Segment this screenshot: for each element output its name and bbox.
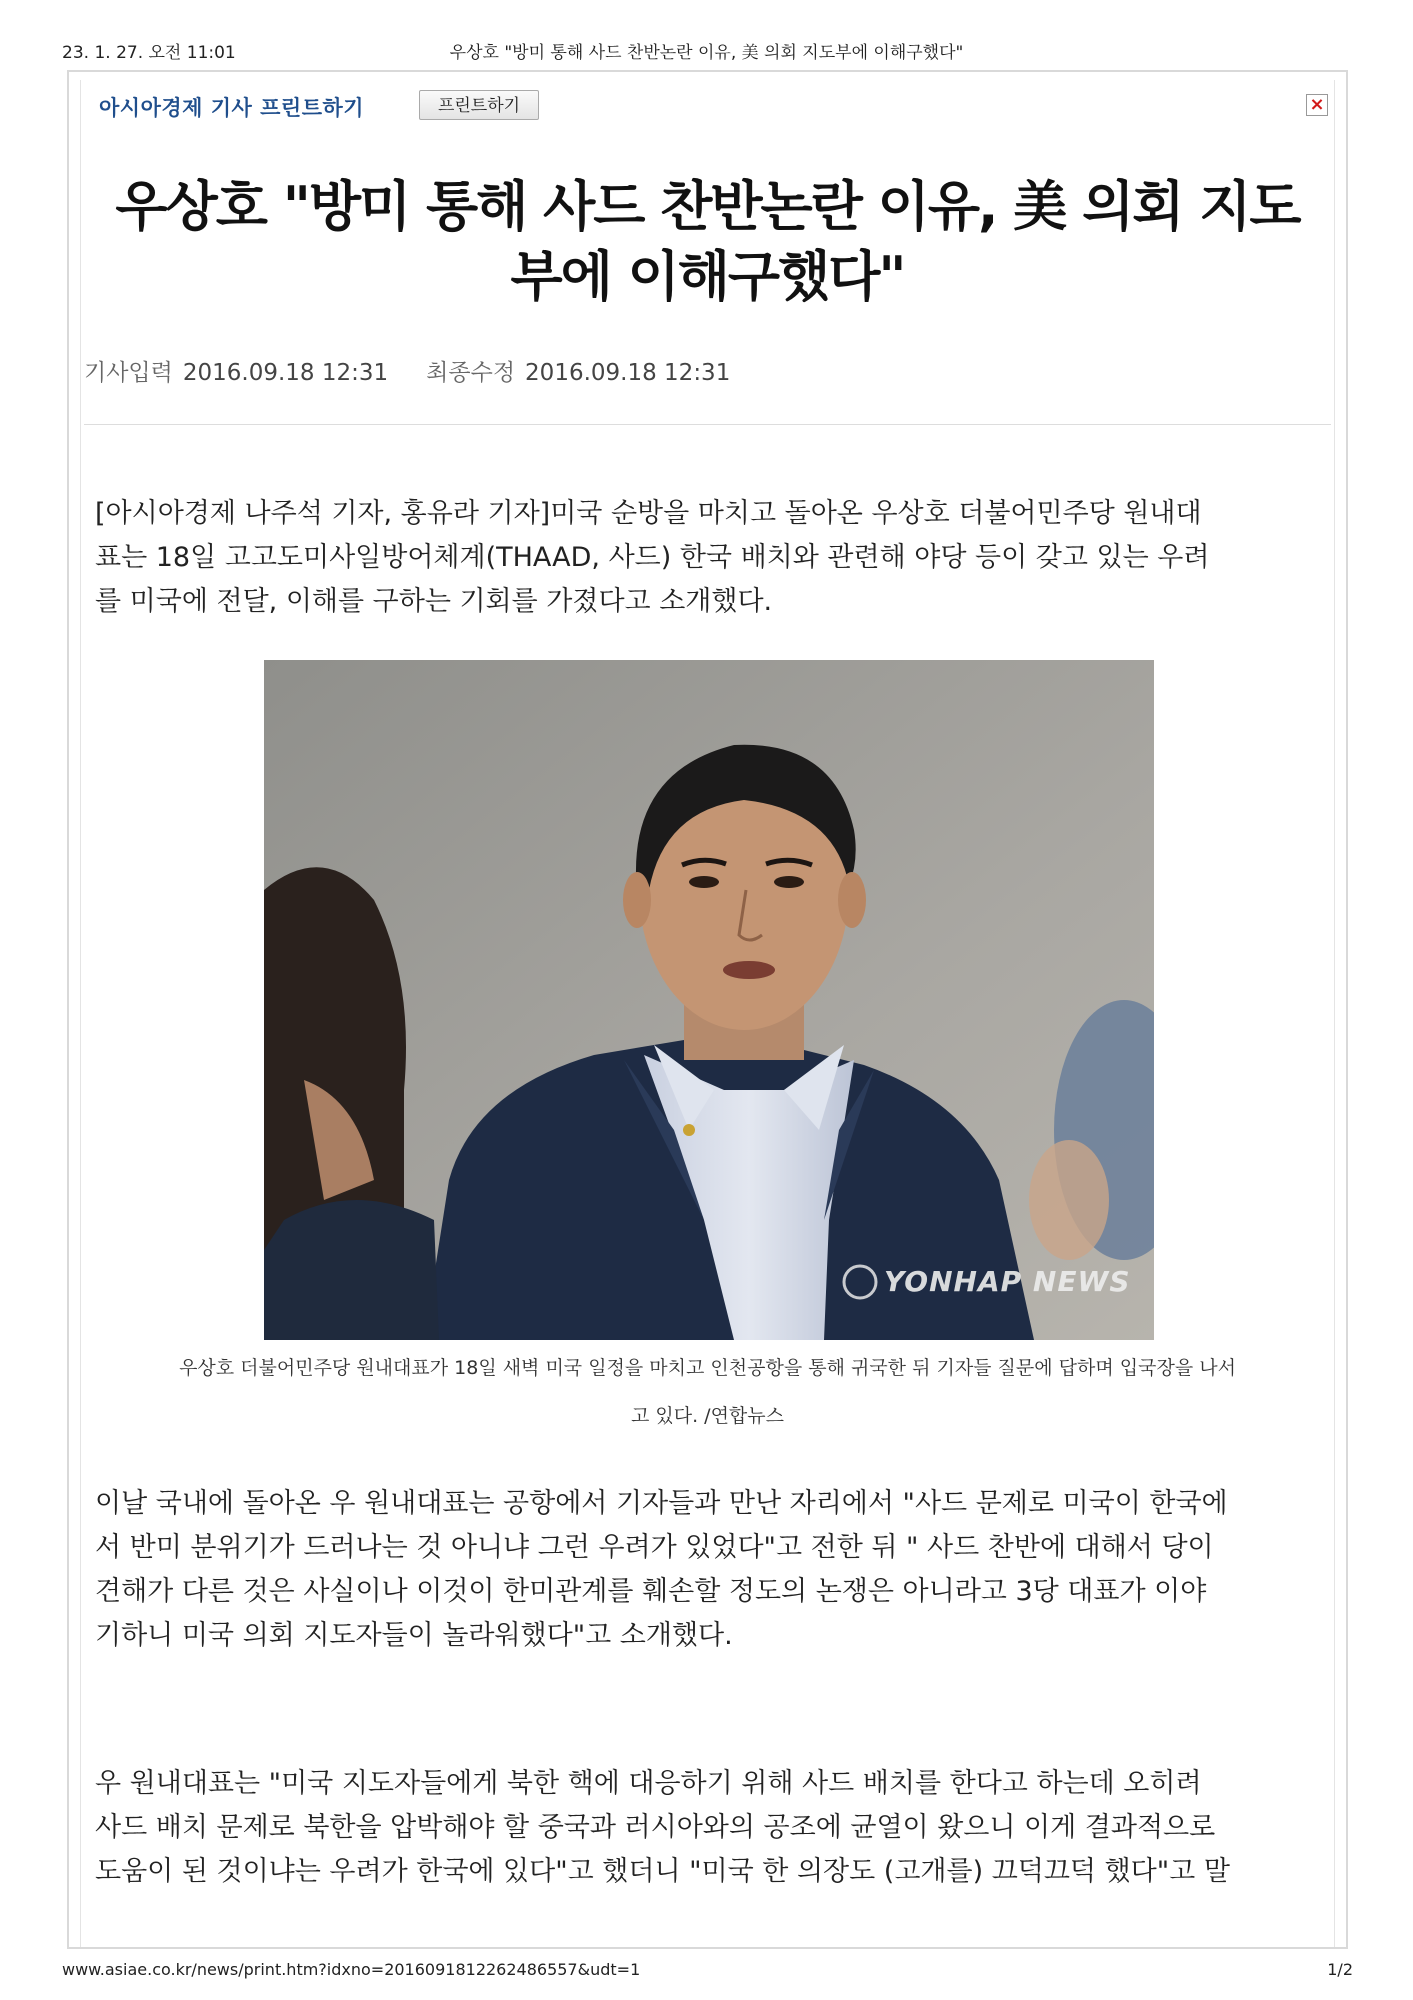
paragraph-line: 사드 배치 문제로 북한을 압박해야 할 중국과 러시아와의 공조에 균열이 왔으니 이게 결과적으로 <box>95 1812 1216 1843</box>
photo-illustration <box>264 660 1154 1340</box>
print-date: 23. 1. 27. 오전 11:01 <box>62 43 236 63</box>
modified-date-value: 2016.09.18 12:31 <box>525 360 731 386</box>
print-url: www.asiae.co.kr/news/print.htm?idxno=2016091812262486557&udt=1 <box>62 1960 641 1979</box>
paragraph-line: 표는 18일 고고도미사일방어체계(THAAD, 사드) 한국 배치와 관련해 야당 등이 갖고 있는 우려 <box>95 542 1210 573</box>
article-paragraph-1 <box>95 492 1315 624</box>
article-headline <box>99 172 1316 312</box>
paragraph-line: 이날 국내에 돌아온 우 원내대표는 공항에서 기자들과 만난 자리에서 "사드 문제로 미국이 한국에 <box>95 1488 1228 1519</box>
print-button[interactable]: 프린트하기 <box>419 90 539 120</box>
paragraph-line: 서 반미 분위기가 드러나는 것 아니냐 그런 우려가 있었다"고 전한 뒤 " 사드 찬반에 대해서 당이 <box>95 1532 1214 1563</box>
paragraph-line: 기하니 미국 의회 지도자들이 놀라워했다"고 소개했다. <box>95 1620 733 1651</box>
headline-line-2: 부에 이해구했다" <box>510 245 905 308</box>
paragraph-line: 견해가 다른 것은 사실이나 이것이 한미관계를 훼손할 정도의 논쟁은 아니라고 3당 대표가 이야 <box>95 1576 1207 1607</box>
close-icon[interactable]: × <box>1306 94 1328 116</box>
photo-watermark: YONHAP NEWS <box>884 1265 1131 1298</box>
print-document-title: 우상호 "방미 통해 사드 찬반논란 이유, 美 의회 지도부에 이해구했다" <box>449 43 964 63</box>
paragraph-line: 우 원내대표는 "미국 지도자들에게 북한 핵에 대응하기 위해 사드 배치를 한다고 하는데 오히려 <box>95 1768 1202 1799</box>
header-divider <box>84 424 1331 425</box>
article-paragraph-3 <box>95 1762 1315 1894</box>
browser-print-footer <box>0 1960 1413 1984</box>
article-paragraph-2 <box>95 1482 1315 1658</box>
print-toolbar <box>69 72 1346 132</box>
browser-print-header <box>0 38 1413 62</box>
article-photo <box>264 660 1154 1340</box>
paragraph-line: [아시아경제 나주석 기자, 홍유라 기자]미국 순방을 마치고 돌아온 우상호 더불어민주당 원내대 <box>95 498 1202 529</box>
print-page-number: 1/2 <box>1327 1960 1353 1979</box>
paragraph-line: 를 미국에 전달, 이해를 구하는 기회를 가졌다고 소개했다. <box>95 586 773 617</box>
paragraph-line: 도움이 된 것이냐는 우려가 한국에 있다"고 했더니 "미국 한 의장도 (고개를) 끄덕끄덕 했다"고 말 <box>95 1856 1230 1887</box>
article-dates <box>84 354 768 387</box>
modified-date-label: 최종수정 <box>426 360 516 386</box>
site-print-label: 아시아경제 기사 프린트하기 <box>99 96 365 120</box>
caption-line: 우상호 더불어민주당 원내대표가 18일 새벽 미국 일정을 마치고 인천공항을 통해 귀국한 뒤 기자들 질문에 답하며 입국장을 나서 <box>179 1357 1236 1379</box>
article-frame <box>67 70 1348 1949</box>
headline-line-1: 우상호 "방미 통해 사드 찬반논란 이유, 美 의회 지도 <box>115 175 1300 238</box>
photo-caption <box>89 1344 1326 1440</box>
caption-line: 고 있다. /연합뉴스 <box>631 1405 784 1427</box>
input-date-label: 기사입력 <box>84 360 173 386</box>
input-date-value: 2016.09.18 12:31 <box>182 360 389 386</box>
